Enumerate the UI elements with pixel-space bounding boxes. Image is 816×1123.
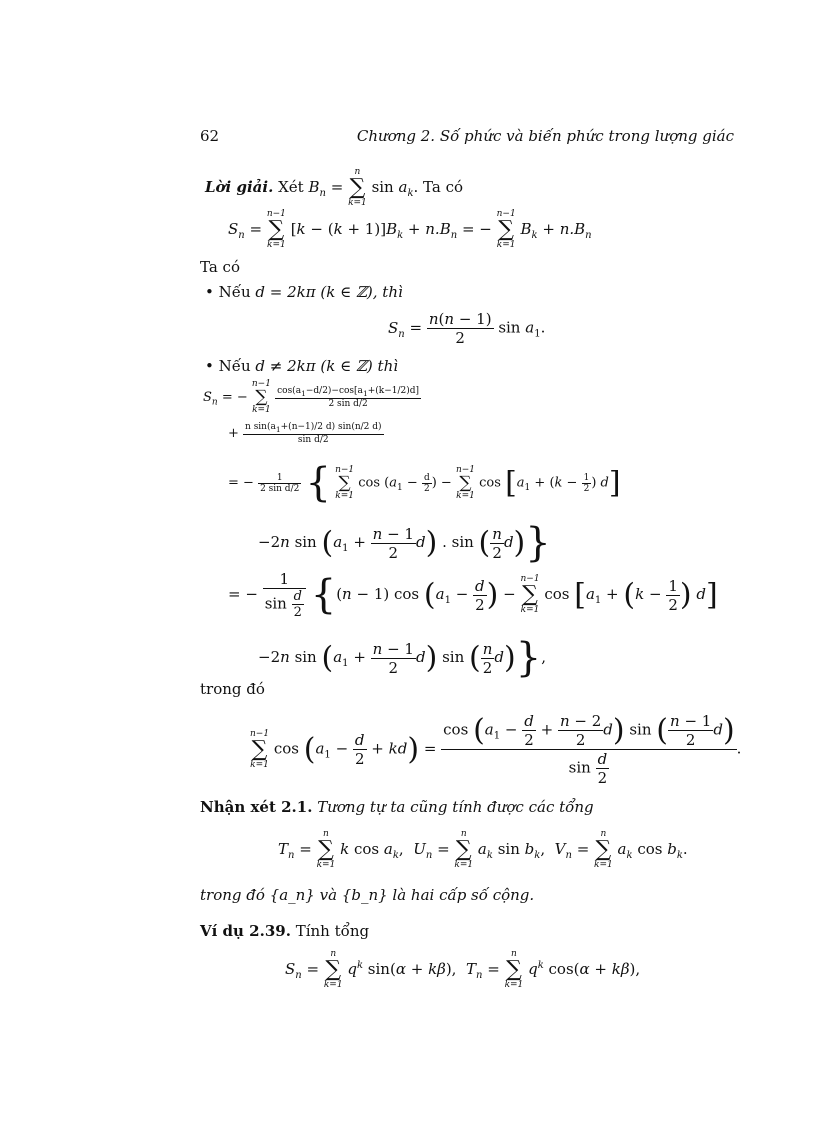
case-2: • Nếu d ≠ 2kπ (k ∈ ℤ) thì [205,357,399,375]
equation-line-5: = − 1 sin $\frac{d}{2}$ {(n − 1) $\cos (a_1$ − $\frac{d}{2}$ ) − n−1 ∑ k=1 $\cos [a_1 + (k$ − $\frac{1}{2}$ ) d] [228,570,718,620]
equation-line-4: −2n $\sin (a_1$ + $\frac{n - 1}{2}$ d) . sin ( $\frac{n}{2}$ d)} [258,520,551,566]
equation-line-2: + $\frac{n \sin(a_1+(n-1)/2 d) \sin(n/2 d)}{\text{sin d/2}}$ [228,422,382,445]
solution-intro-tail: . Ta có [413,178,464,196]
ta-co-text: Ta có [200,258,240,276]
equation-line-3: = − $\frac{1}{\text{2 sin d/2}}$ { n−1 ∑ k=1 $\cos (a_1$ − $\frac{d}{2}$ ) − n−1 ∑ k=1 $\cos [a_1 + (k$ − $\frac{1}{2}$ ) d] [228,460,621,506]
equation-sn-sum: $S_n$ = n−1 ∑ k=1 $[k - (k + 1)]B_k + n.B_n$ = − n−1 ∑ k=1 $B_k + n.B_n$ [228,209,592,250]
page-number: 62 [200,127,220,145]
remark-label: Nhận xét 2.1. [200,798,313,816]
equation-case-1: $S_n$ = $\frac{n(n - 1)}{2}$ $\sin a_1$. [388,310,546,347]
solution-intro: Lời giải. Xét $B_n$ = n ∑ k=1 $\sin a_k$. Ta có [205,167,464,208]
equation-cos-sum: n−1 ∑ k=1 $\cos (a_1$ − $\frac{d}{2}$ + kd) = $\cos (a_1$ − $\frac{d}{2}$ + $\frac{n - 2}{2}$ d) sin ( $\frac{n - 1}{2}$ d) sin $\frac{d}{2}$ . [250,712,742,787]
equation-remark: $T_n$ = n ∑ k=1 k $\cos a_k$, $U_n$ = n ∑ k=1 $a_k$ $\sin b_k$, $V_n$ = n ∑ k=1 $a_k$ $\cos b_k$. [278,829,688,870]
case-1: • Nếu d = 2kπ (k ∈ ℤ), thì [205,283,403,301]
equation-line-1: $S_n$ = − n−1 ∑ k=1 $\frac{\cos(a_1-d/2)-\cos[a_1+(k-1/2)d]}{\text{2 sin d/2}}$ [203,379,420,415]
equation-line-6: −2n $\sin (a_1$ + $\frac{n - 1}{2}$ d) sin ( $\frac{n}{2}$ d)}, [258,635,546,681]
example-line [200,922,369,940]
remark-tail: trong đó {a_n} và {b_n} là hai cấp số cộng. [200,886,535,904]
solution-intro-text: Xét [278,178,304,196]
example-text: Tính tổng [295,922,370,940]
equation-example: $S_n$ = n ∑ k=1 $q^k$ sin(α + kβ), $T_n$ = n ∑ k=1 $q^k$ cos(α + kβ), [285,949,641,990]
example-label: Ví dụ 2.39. [200,922,291,940]
case-2-condition: d ≠ 2kπ (k ∈ ℤ) thì [255,357,399,375]
solution-label: Lời giải. [205,178,274,196]
case-1-condition: d = 2kπ (k ∈ ℤ), thì [255,283,403,301]
remark-text: Tương tự ta cũng tính được các tổng [317,798,594,816]
trong-do-text: trong đó [200,680,265,698]
remark-line [200,798,594,816]
running-title: Chương 2. Số phức và biến phức trong lượng giác [356,127,734,145]
